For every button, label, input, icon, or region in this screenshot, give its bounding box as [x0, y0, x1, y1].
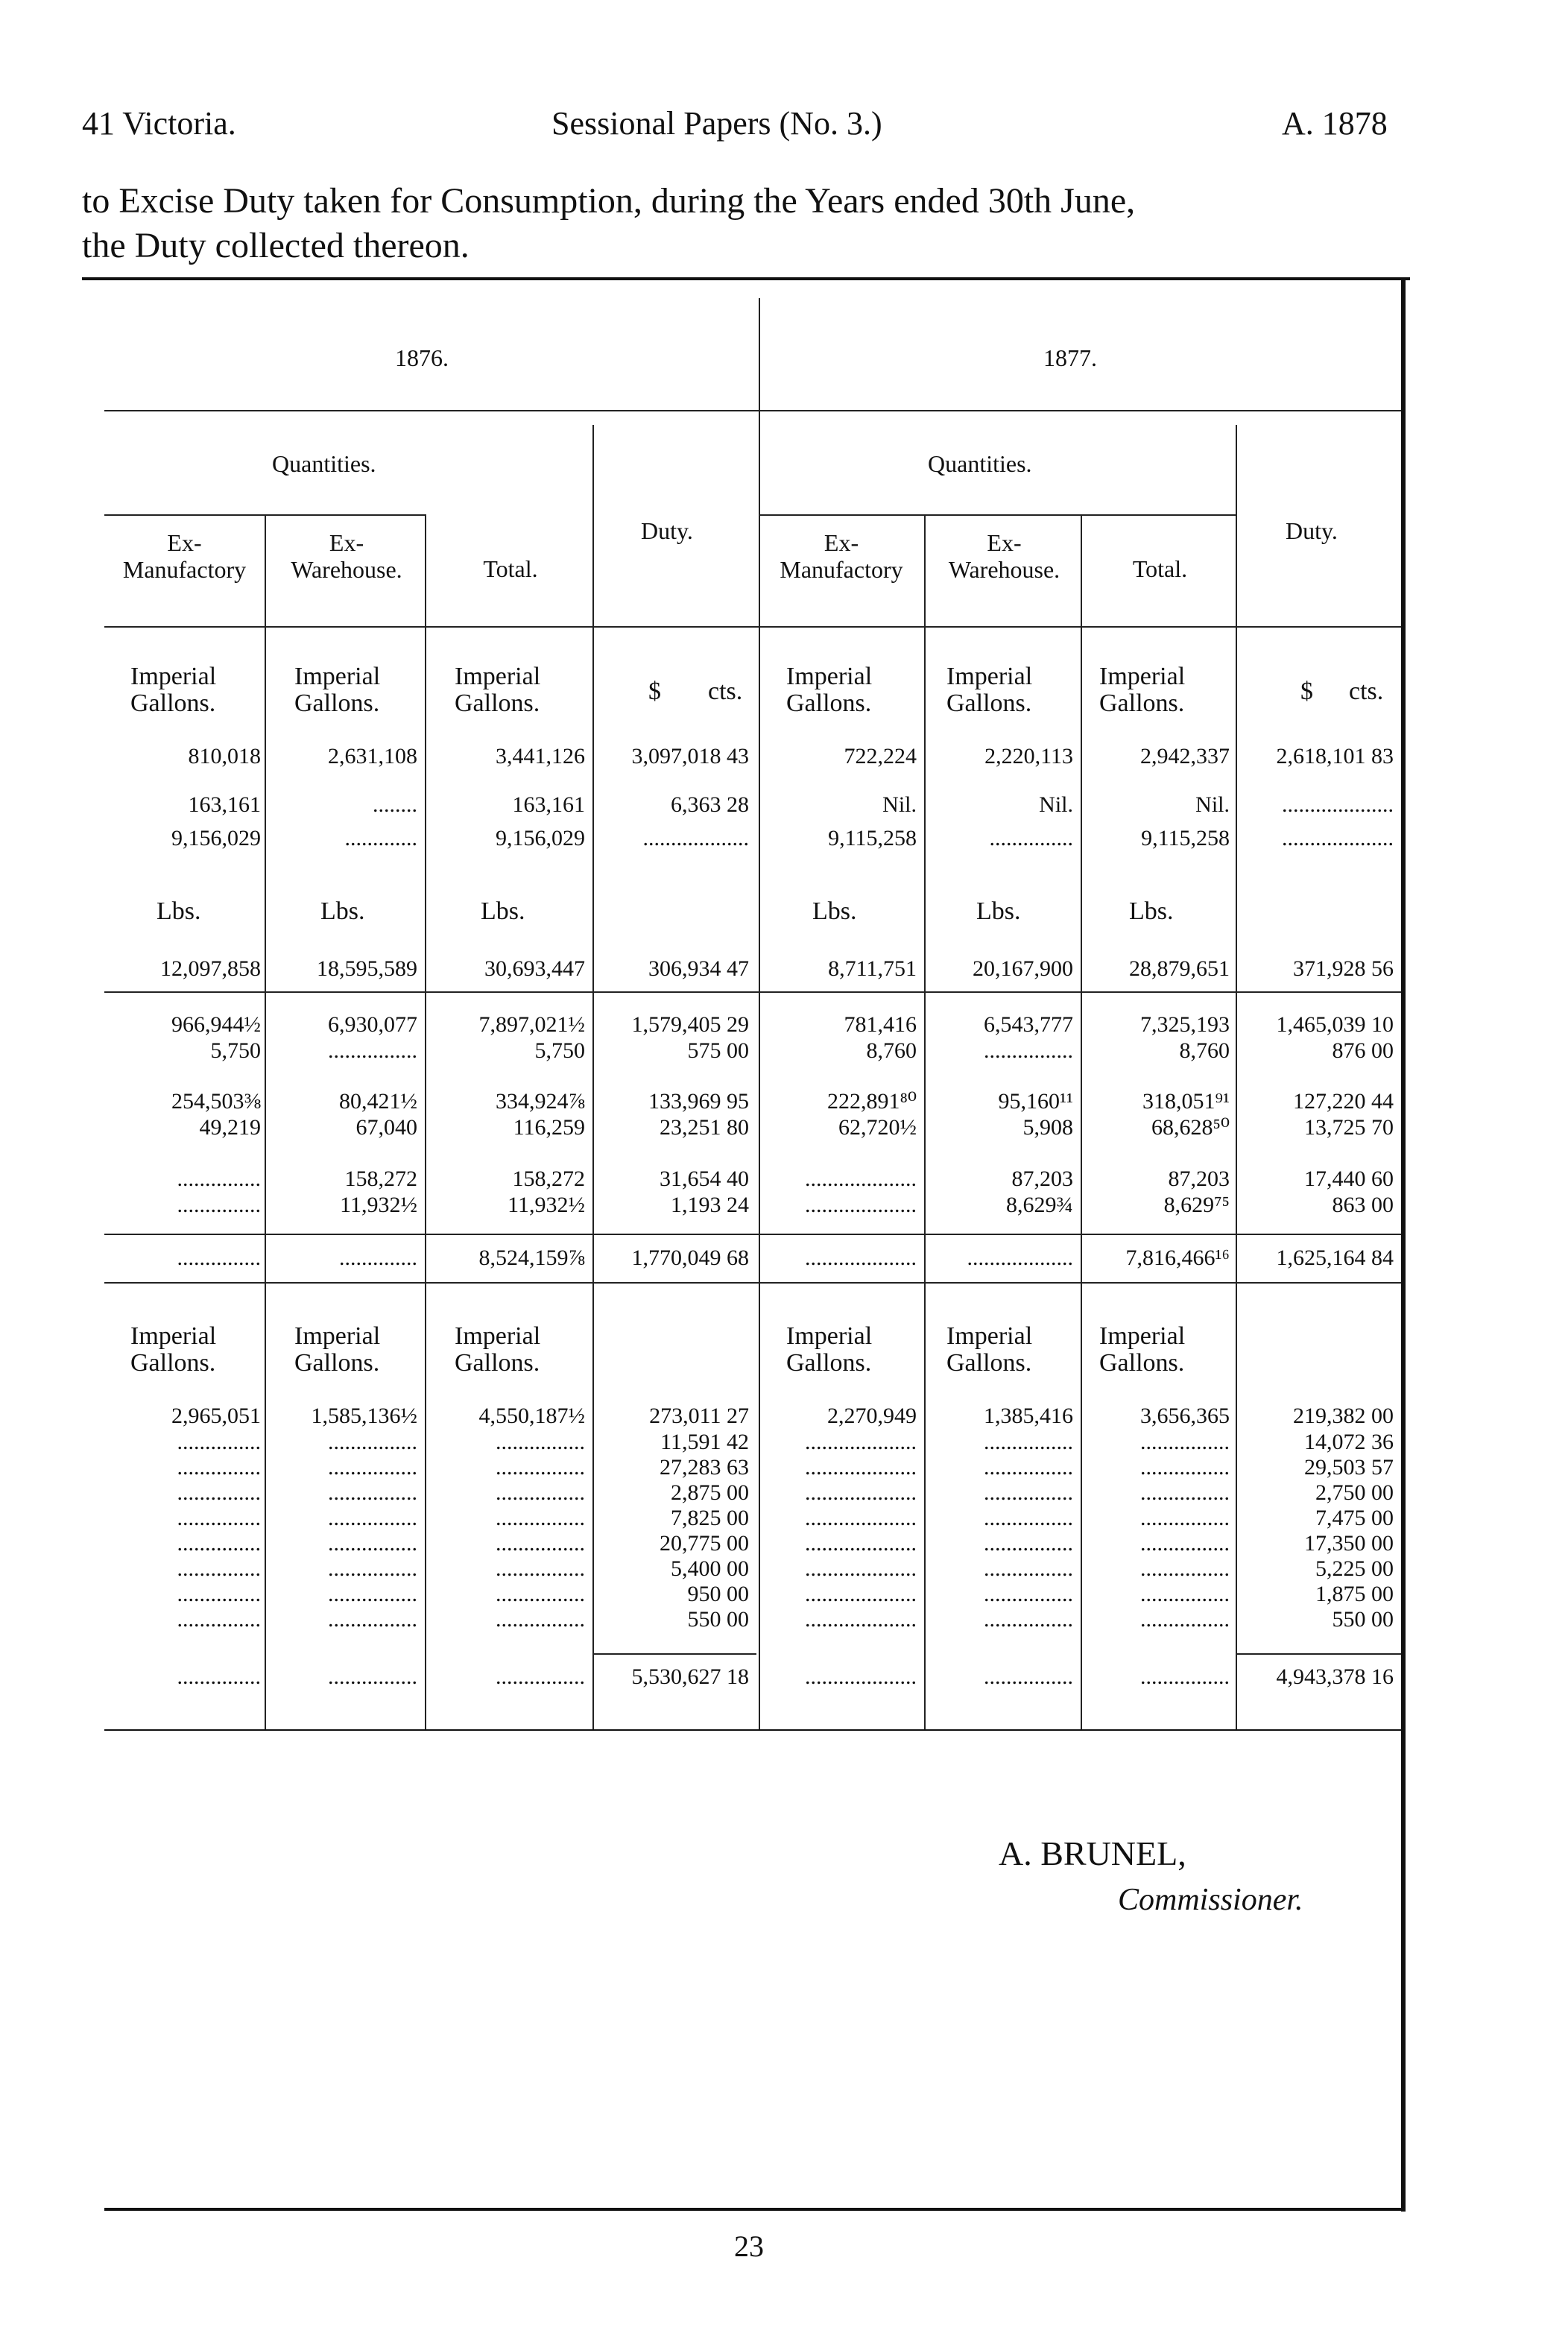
- duty-1876-label: Duty.: [641, 517, 693, 544]
- table-end-rule: [104, 1729, 1401, 1731]
- rule-after-subtotal: [104, 1282, 1401, 1284]
- table-cell: 1,875 00: [1315, 1582, 1394, 1606]
- table-cell: 13,725 70: [1304, 1115, 1394, 1140]
- table-cell: 17,440 60: [1304, 1167, 1394, 1191]
- table-cell: 810,018: [188, 744, 261, 768]
- frame-top-rule: [82, 277, 1410, 280]
- table-cell: 7,897,021½: [478, 1012, 585, 1037]
- table-cell: 11,932½: [340, 1193, 417, 1217]
- table-cell: ...............: [177, 1430, 261, 1454]
- table-cell: ................: [328, 1582, 417, 1606]
- quantities-1877-label: Quantities.: [928, 450, 1032, 477]
- table-cell: 863 00: [1332, 1193, 1394, 1217]
- table-cell: 2,220,113: [984, 744, 1073, 768]
- table-cell: ....................: [805, 1531, 917, 1556]
- page-number: 23: [734, 2229, 764, 2263]
- table-cell: 31,654 40: [660, 1167, 749, 1191]
- year-1877: 1877.: [1043, 344, 1097, 371]
- table-cell: ....................: [805, 1246, 917, 1270]
- table-cell: 8,760: [866, 1038, 917, 1063]
- col-ex-warehouse-1877: Ex- Warehouse.: [948, 529, 1060, 583]
- unit-dollar-1876: $: [648, 678, 661, 705]
- table-cell: 219,382 00: [1293, 1404, 1394, 1428]
- year-1876: 1876.: [395, 344, 449, 371]
- table-cell: 5,400 00: [671, 1556, 749, 1581]
- table-cell: 6,543,777: [984, 1012, 1073, 1037]
- unit-lbs-c7: Lbs.: [1129, 897, 1174, 925]
- table-cell: 1,579,405 29: [631, 1012, 749, 1037]
- table-cell: 550 00: [1332, 1607, 1394, 1632]
- table-cell: 68,628⁵⁰: [1151, 1115, 1230, 1140]
- table-cell: ...................: [642, 826, 749, 850]
- unit-lbs-c3: Lbs.: [481, 897, 525, 925]
- table-cell: 9,115,258: [828, 826, 917, 850]
- table-cell: ................: [496, 1506, 585, 1530]
- table-cell: Nil.: [1039, 792, 1073, 817]
- table-cell: ................: [984, 1506, 1073, 1530]
- table-cell: 9,156,029: [496, 826, 585, 850]
- table-cell: 318,051⁹¹: [1142, 1089, 1230, 1114]
- rule-below-quantities-1877: [759, 514, 1236, 516]
- table-cell: ....................: [805, 1480, 917, 1505]
- table-cell: ................: [328, 1531, 417, 1556]
- table-cell: ................: [984, 1607, 1073, 1632]
- table-cell: 966,944½: [171, 1012, 261, 1037]
- frame-right-rule: [1401, 277, 1406, 2212]
- table-cell: ................: [1140, 1531, 1230, 1556]
- col-ex-warehouse-1876: Ex- Warehouse.: [291, 529, 402, 583]
- table-cell: Nil.: [1195, 792, 1230, 817]
- table-cell: 20,167,900: [973, 956, 1073, 981]
- unit-dollar-1877: $: [1300, 678, 1313, 705]
- rule-below-years: [104, 410, 1401, 411]
- table-cell: ....................: [805, 1455, 917, 1480]
- table-cell: ...............: [177, 1167, 261, 1191]
- rule-below-col-headers: [104, 626, 1401, 628]
- table-cell: 20,775 00: [660, 1531, 749, 1556]
- table-cell: 1,465,039 10: [1276, 1012, 1394, 1037]
- table-cell: 8,629⁷⁵: [1163, 1193, 1230, 1217]
- table-cell: ....................: [805, 1556, 917, 1581]
- unit-imperial-c5: Imperial Gallons.: [786, 663, 873, 717]
- table-cell: 87,203: [1168, 1167, 1230, 1191]
- table-cell: ....................: [1282, 826, 1394, 850]
- table-cell: 3,441,126: [496, 744, 585, 768]
- divider-col-3: [592, 425, 594, 1729]
- table-cell: 8,629¾: [1006, 1193, 1073, 1217]
- table-cell: 17,350 00: [1304, 1531, 1394, 1556]
- table-cell: 4,943,378 16: [1276, 1664, 1394, 1689]
- table-cell: ...............: [177, 1582, 261, 1606]
- unit-imperial-c6: Imperial Gallons.: [946, 663, 1033, 717]
- table-cell: ................: [496, 1607, 585, 1632]
- col-total-1877: Total.: [1132, 555, 1188, 582]
- table-cell: ................: [1140, 1664, 1230, 1689]
- table-cell: 1,193 24: [671, 1193, 749, 1217]
- table-cell: ....................: [805, 1193, 917, 1217]
- table-cell: ................: [1140, 1506, 1230, 1530]
- unit-imperial2-c5: Imperial Gallons.: [786, 1322, 873, 1377]
- table-cell: 306,934 47: [648, 956, 749, 981]
- table-cell: 876 00: [1332, 1038, 1394, 1063]
- unit-imperial2-c7: Imperial Gallons.: [1099, 1322, 1186, 1377]
- table-cell: ...............: [177, 1607, 261, 1632]
- unit-cts-1877: cts.: [1349, 678, 1384, 705]
- table-cell: 722,224: [844, 744, 917, 768]
- unit-lbs-c1: Lbs.: [157, 897, 201, 925]
- table-cell: ................: [328, 1038, 417, 1063]
- table-cell: 2,942,337: [1140, 744, 1230, 768]
- signature-title: Commissioner.: [1118, 1883, 1303, 1917]
- unit-imperial-c2: Imperial Gallons.: [294, 663, 381, 717]
- unit-lbs-c2: Lbs.: [320, 897, 365, 925]
- table-cell: 5,225 00: [1315, 1556, 1394, 1581]
- rule-duty-1877-total: [1236, 1653, 1401, 1655]
- subtitle-line-2: the Duty collected thereon.: [82, 226, 470, 265]
- table-cell: 7,825 00: [671, 1506, 749, 1530]
- table-cell: ................: [1140, 1430, 1230, 1454]
- unit-lbs-c6: Lbs.: [976, 897, 1021, 925]
- table-cell: ................: [328, 1480, 417, 1505]
- table-cell: 127,220 44: [1293, 1089, 1394, 1114]
- table-cell: ...............: [177, 1193, 261, 1217]
- divider-col-2: [425, 514, 426, 1729]
- table-cell: 2,631,108: [328, 744, 417, 768]
- table-cell: ................: [328, 1430, 417, 1454]
- table-cell: 4,550,187½: [478, 1404, 585, 1428]
- table-cell: ...............: [177, 1506, 261, 1530]
- table-cell: 8,524,159⅞: [478, 1246, 585, 1270]
- table-cell: ....................: [805, 1582, 917, 1606]
- divider-year: [759, 298, 760, 1729]
- rule-subtotal: [104, 1234, 1401, 1235]
- table-cell: ................: [1140, 1556, 1230, 1581]
- table-cell: 14,072 36: [1304, 1430, 1394, 1454]
- table-cell: ................: [1140, 1455, 1230, 1480]
- table-cell: 2,618,101 83: [1276, 744, 1394, 768]
- table-cell: ................: [496, 1531, 585, 1556]
- table-cell: ...............: [989, 826, 1073, 850]
- table-cell: .............: [344, 826, 417, 850]
- table-cell: 7,475 00: [1315, 1506, 1394, 1530]
- table-cell: 163,161: [512, 792, 585, 817]
- quantities-1876-label: Quantities.: [272, 450, 376, 477]
- table-cell: ................: [496, 1455, 585, 1480]
- rule-duty-1876-total: [592, 1653, 756, 1655]
- table-cell: ................: [984, 1455, 1073, 1480]
- table-cell: 158,272: [344, 1167, 417, 1191]
- unit-imperial-c7: Imperial Gallons.: [1099, 663, 1186, 717]
- table-cell: ...................: [967, 1246, 1073, 1270]
- table-cell: ................: [984, 1556, 1073, 1581]
- table-cell: 116,259: [513, 1115, 585, 1140]
- page-header-right: A. 1878: [1282, 105, 1388, 142]
- unit-imperial-c3: Imperial Gallons.: [455, 663, 541, 717]
- table-cell: ................: [984, 1531, 1073, 1556]
- table-cell: ....................: [1282, 792, 1394, 817]
- table-cell: 2,875 00: [671, 1480, 749, 1505]
- duty-1877-label: Duty.: [1286, 517, 1338, 544]
- table-cell: 163,161: [188, 792, 261, 817]
- table-cell: ........: [373, 792, 417, 817]
- table-cell: 2,750 00: [1315, 1480, 1394, 1505]
- page-header-left: 41 Victoria.: [82, 105, 236, 142]
- table-cell: 27,283 63: [660, 1455, 749, 1480]
- table-cell: ................: [328, 1455, 417, 1480]
- table-cell: 30,693,447: [484, 956, 585, 981]
- table-cell: ................: [328, 1664, 417, 1689]
- table-cell: ................: [496, 1664, 585, 1689]
- unit-imperial2-c6: Imperial Gallons.: [946, 1322, 1033, 1377]
- table-cell: 9,115,258: [1141, 826, 1230, 850]
- table-cell: ...............: [177, 1246, 261, 1270]
- table-cell: ................: [984, 1480, 1073, 1505]
- table-cell: 80,421½: [339, 1089, 417, 1114]
- table-cell: ................: [328, 1607, 417, 1632]
- table-cell: ................: [984, 1664, 1073, 1689]
- table-cell: 950 00: [687, 1582, 749, 1606]
- table-cell: ................: [1140, 1607, 1230, 1632]
- table-cell: ...............: [177, 1531, 261, 1556]
- table-cell: 23,251 80: [660, 1115, 749, 1140]
- table-cell: ................: [496, 1480, 585, 1505]
- unit-cts-1876: cts.: [708, 678, 743, 705]
- table-cell: ....................: [805, 1664, 917, 1689]
- table-cell: 7,325,193: [1140, 1012, 1230, 1037]
- table-cell: ................: [496, 1430, 585, 1454]
- table-cell: 2,965,051: [171, 1404, 261, 1428]
- table-cell: 334,924⅞: [496, 1089, 585, 1114]
- unit-imperial2-c2: Imperial Gallons.: [294, 1322, 381, 1377]
- table-cell: 62,720½: [838, 1115, 917, 1140]
- col-ex-manufactory-1877: Ex- Manufactory: [780, 529, 903, 583]
- table-cell: 8,711,751: [828, 956, 917, 981]
- table-cell: ...............: [177, 1664, 261, 1689]
- col-total-1876: Total.: [483, 555, 538, 582]
- unit-imperial2-c1: Imperial Gallons.: [130, 1322, 217, 1377]
- divider-col-7: [1236, 425, 1237, 1729]
- table-cell: ................: [328, 1506, 417, 1530]
- table-cell: 6,363 28: [671, 792, 749, 817]
- table-cell: 3,656,365: [1140, 1404, 1230, 1428]
- table-cell: 1,770,049 68: [631, 1246, 749, 1270]
- table-cell: 222,891⁸⁰: [827, 1089, 917, 1114]
- table-cell: ................: [984, 1430, 1073, 1454]
- table-cell: 254,503⅜: [171, 1089, 261, 1114]
- page-header-center: Sessional Papers (No. 3.): [551, 105, 882, 142]
- table-cell: 49,219: [199, 1115, 261, 1140]
- table-cell: ................: [328, 1556, 417, 1581]
- table-cell: 2,270,949: [827, 1404, 917, 1428]
- table-cell: 11,591 42: [660, 1430, 749, 1454]
- table-cell: ...............: [177, 1455, 261, 1480]
- table-cell: 5,750: [210, 1038, 261, 1063]
- table-cell: ................: [496, 1582, 585, 1606]
- table-cell: ....................: [805, 1167, 917, 1191]
- table-cell: 9,156,029: [171, 826, 261, 850]
- signature-name: A. BRUNEL,: [999, 1834, 1186, 1872]
- table-cell: 11,932½: [508, 1193, 585, 1217]
- table-cell: 87,203: [1011, 1167, 1073, 1191]
- table-cell: 5,750: [534, 1038, 585, 1063]
- table-cell: 29,503 57: [1304, 1455, 1394, 1480]
- table-cell: ................: [984, 1582, 1073, 1606]
- table-cell: 7,816,466¹⁶: [1125, 1246, 1230, 1270]
- table-cell: 1,385,416: [984, 1404, 1073, 1428]
- rule-after-lbs: [104, 991, 1401, 993]
- table-cell: ................: [984, 1038, 1073, 1063]
- table-cell: 273,011 27: [649, 1404, 749, 1428]
- table-cell: 3,097,018 43: [631, 744, 749, 768]
- table-cell: Nil.: [882, 792, 917, 817]
- table-cell: 1,625,164 84: [1276, 1246, 1394, 1270]
- table-cell: 95,160¹¹: [998, 1089, 1073, 1114]
- unit-lbs-c5: Lbs.: [812, 897, 857, 925]
- table-cell: ................: [496, 1556, 585, 1581]
- table-cell: 5,908: [1022, 1115, 1073, 1140]
- divider-col-1: [265, 514, 266, 1729]
- table-cell: 67,040: [355, 1115, 417, 1140]
- table-cell: ....................: [805, 1607, 917, 1632]
- table-cell: 133,969 95: [648, 1089, 749, 1114]
- col-ex-manufactory-1876: Ex- Manufactory: [122, 529, 247, 583]
- table-cell: 12,097,858: [160, 956, 261, 981]
- table-cell: 6,930,077: [328, 1012, 417, 1037]
- table-cell: 371,928 56: [1293, 956, 1394, 981]
- table-cell: 18,595,589: [317, 956, 417, 981]
- table-cell: 8,760: [1179, 1038, 1230, 1063]
- table-cell: ....................: [805, 1506, 917, 1530]
- frame-bottom-rule: [104, 2208, 1406, 2211]
- table-cell: ...............: [177, 1480, 261, 1505]
- table-cell: 575 00: [687, 1038, 749, 1063]
- table-cell: ................: [1140, 1480, 1230, 1505]
- table-cell: 1,585,136½: [311, 1404, 417, 1428]
- table-cell: 5,530,627 18: [631, 1664, 749, 1689]
- unit-imperial-c1: Imperial Gallons.: [130, 663, 217, 717]
- table-cell: 158,272: [512, 1167, 585, 1191]
- table-cell: 781,416: [844, 1012, 917, 1037]
- table-cell: ..............: [339, 1246, 417, 1270]
- table-cell: 550 00: [687, 1607, 749, 1632]
- unit-imperial2-c3: Imperial Gallons.: [455, 1322, 541, 1377]
- table-cell: 28,879,651: [1129, 956, 1230, 981]
- subtitle-line-1: to Excise Duty taken for Consumption, during the Years ended 30th June,: [82, 181, 1136, 221]
- table-cell: ................: [1140, 1582, 1230, 1606]
- table-cell: ....................: [805, 1430, 917, 1454]
- table-cell: ...............: [177, 1556, 261, 1581]
